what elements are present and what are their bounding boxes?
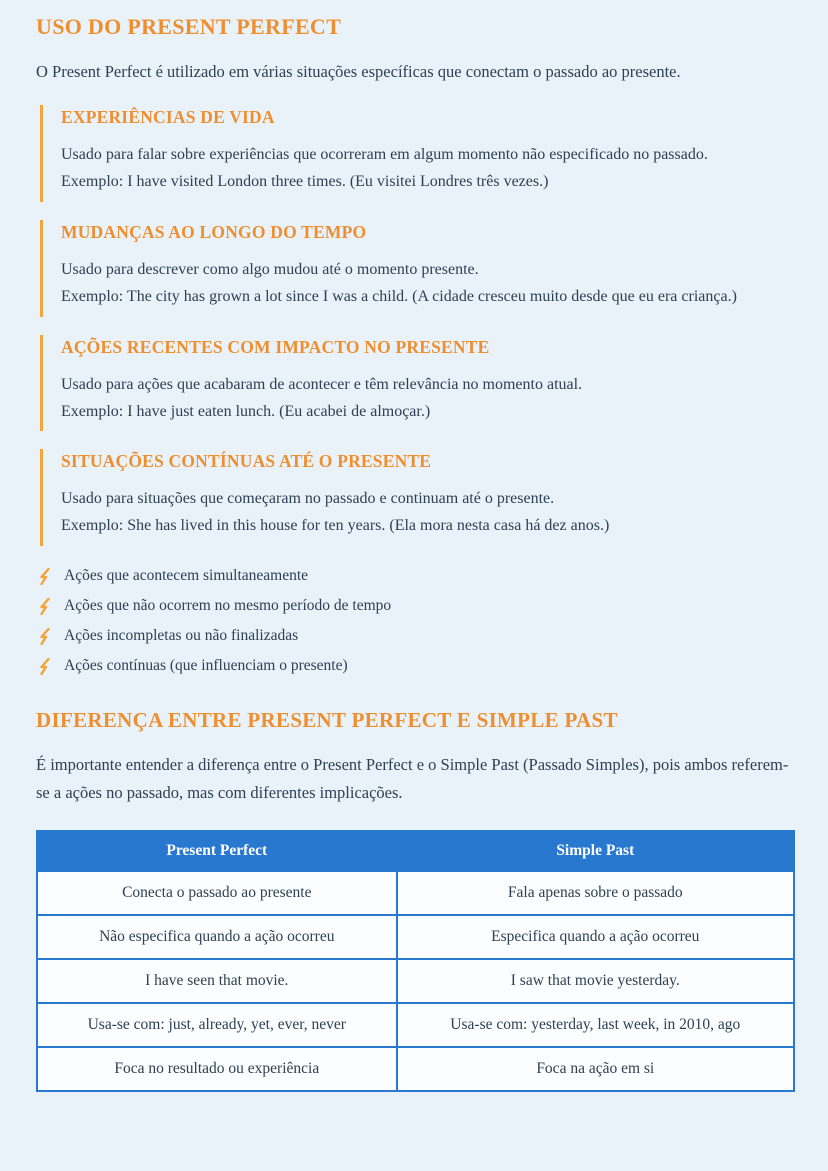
table-cell: Especifica quando a ação ocorreu — [397, 915, 794, 959]
table-cell: I have seen that movie. — [37, 959, 397, 1003]
section-heading: SITUAÇÕES CONTÍNUAS ATÉ O PRESENTE — [61, 451, 432, 472]
table-cell: Usa-se com: yesterday, last week, in 2010, ago — [397, 1003, 794, 1047]
comparison-intro-paragraph: É importante entender a diferença entre o Present Perfect e o Simple Past (Passado Simples), pois ambos referem-se a ações no passado, mas com diferentes implicações. — [36, 755, 789, 802]
bolt-icon — [38, 628, 52, 645]
section-situacoes-continuas — [40, 449, 795, 546]
section-heading: EXPERIÊNCIAS DE VIDA — [61, 107, 275, 128]
comparison-table — [36, 830, 795, 1092]
section-heading: MUDANÇAS AO LONGO DO TEMPO — [61, 221, 367, 242]
section-mudancas-ao-longo-do-tempo — [40, 220, 795, 317]
comparison-title: DIFERENÇA ENTRE PRESENT PERFECT E SIMPLE PAST — [36, 708, 618, 733]
table-cell: Usa-se com: just, already, yet, ever, never — [37, 1003, 397, 1047]
bolt-icon — [38, 658, 52, 675]
section-description: Usado para ações que acabaram de acontecer e têm relevância no momento atual. — [61, 375, 583, 393]
list-item — [38, 624, 795, 649]
bolt-icon — [38, 598, 52, 615]
usage-notes-list — [38, 564, 795, 678]
list-item — [38, 654, 795, 679]
table-cell: Foca na ação em si — [397, 1047, 794, 1091]
table-cell: Foca no resultado ou experiência — [37, 1047, 397, 1091]
list-item-label: Ações incompletas ou não finalizadas — [64, 626, 299, 644]
section-example: Exemplo: I have visited London three times. (Eu visitei Londres três vezes.) — [61, 173, 549, 191]
table-cell: I saw that movie yesterday. — [397, 959, 794, 1003]
table-cell: Conecta o passado ao presente — [37, 871, 397, 915]
section-description: Usado para falar sobre experiências que ocorreram em algum momento não especificado no passado. — [61, 146, 708, 164]
table-row — [37, 1047, 794, 1091]
list-item-label: Ações que acontecem simultaneamente — [64, 567, 309, 585]
section-experiencias-de-vida — [40, 105, 795, 202]
table-cell: Fala apenas sobre o passado — [397, 871, 794, 915]
table-header-simple-past: Simple Past — [397, 831, 794, 871]
section-description: Usado para situações que começaram no passado e continuam até o presente. — [61, 490, 555, 508]
table-row — [37, 871, 794, 915]
table-header-row — [37, 831, 794, 871]
section-example: Exemplo: I have just eaten lunch. (Eu acabei de almoçar.) — [61, 402, 431, 420]
section-heading: AÇÕES RECENTES COM IMPACTO NO PRESENTE — [61, 336, 490, 357]
list-item-label: Ações contínuas (que influenciam o presente) — [64, 656, 348, 674]
list-item — [38, 594, 795, 619]
section-acoes-recentes — [40, 335, 795, 432]
section-description: Usado para descrever como algo mudou até o momento presente. — [61, 260, 479, 278]
list-item-label: Ações que não ocorrem no mesmo período de tempo — [64, 597, 392, 615]
bolt-icon — [38, 568, 52, 585]
intro-paragraph: O Present Perfect é utilizado em várias situações específicas que conectam o passado ao presente. — [36, 62, 681, 81]
table-cell: Não especifica quando a ação ocorreu — [37, 915, 397, 959]
page-title: USO DO PRESENT PERFECT — [36, 14, 342, 39]
table-header-present-perfect: Present Perfect — [37, 831, 397, 871]
section-example: Exemplo: She has lived in this house for ten years. (Ela mora nesta casa há dez anos.) — [61, 517, 610, 535]
table-row — [37, 959, 794, 1003]
table-row — [37, 1003, 794, 1047]
list-item — [38, 564, 795, 589]
section-example: Exemplo: The city has grown a lot since I was a child. (A cidade cresceu muito desde que eu era criança.) — [61, 287, 737, 305]
table-row — [37, 915, 794, 959]
